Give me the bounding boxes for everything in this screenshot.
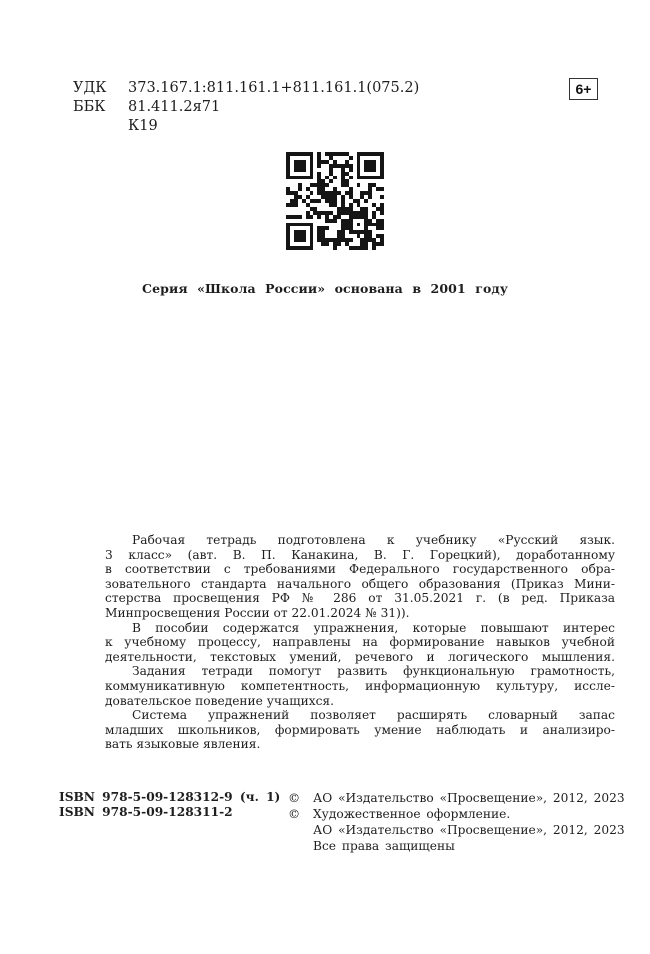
author-mark: К19 [128,118,158,134]
catalog-block [73,79,419,136]
annotation-line: Минпросвещения России от 22.01.2024 № 31)). [105,605,410,620]
copyright-line: АО «Издательство «Просвещение», 2012, 2023 [313,823,625,837]
qr-code-icon [286,152,384,250]
copyright-line: Художественное оформление. [313,807,511,821]
annotation-line: в соответствии с требованиями Федерального государственного обра- [105,562,615,577]
copyright-block [288,790,625,854]
annotation-line: стерства просвещения РФ № 286 от 31.05.2021 г. (в ред. Приказа [105,591,615,606]
rights-reserved: Все права защищены [313,839,455,853]
annotation-line: деятельности, текстовых умений, речевого и логического мышления. [105,649,615,664]
isbn-set: ISBN 978-5-09-128311-2 [59,805,233,819]
udk-row [73,79,419,98]
annotation-line: младших школьников, формировать умение наблюдать и анализиро- [105,722,615,737]
udk-label: УДК [73,80,107,96]
annotation-line: В пособии содержатся упражнения, которые повышают интерес [132,620,615,635]
annotation-line: довательское поведение учащихся. [105,693,334,708]
copyright-icon: © [288,807,301,821]
age-rating-badge: 6+ [569,78,598,100]
series-line: Серия «Школа России» основана в 2001 году [142,281,508,296]
annotation-line: зовательного стандарта начального общего образования (Приказ Мини- [105,576,615,591]
annotation-line: вать языковые явления. [105,737,261,752]
annotation-line: 3 класс» (авт. В. П. Канакина, В. Г. Горецкий), доработанному [105,547,615,562]
bbk-row [73,98,419,117]
author-mark-row [73,117,419,136]
copyright-icon: © [288,791,301,805]
annotation-line: Задания тетради помогут развить функциональную грамотность, [132,664,615,679]
copyright-line: АО «Издательство «Просвещение», 2012, 2023 [313,791,625,805]
udk-value: 373.167.1:811.161.1+811.161.1(075.2) [128,80,420,96]
isbn-part-1: ISBN 978-5-09-128312-9 (ч. 1) [59,790,281,804]
annotation-line: к учебному процессу, направлены на формирование навыков учебной [105,635,615,650]
annotation-line: коммуникативную компетентность, информационную культуру, иссле- [105,678,615,693]
annotation [105,533,615,752]
bbk-label: ББК [73,99,106,115]
isbn-block [59,790,280,820]
annotation-line: Рабочая тетрадь подготовлена к учебнику «Русский язык. [132,533,615,547]
annotation-line: Система упражнений позволяет расширять словарный запас [132,708,615,723]
bbk-value: 81.411.2я71 [128,99,221,115]
